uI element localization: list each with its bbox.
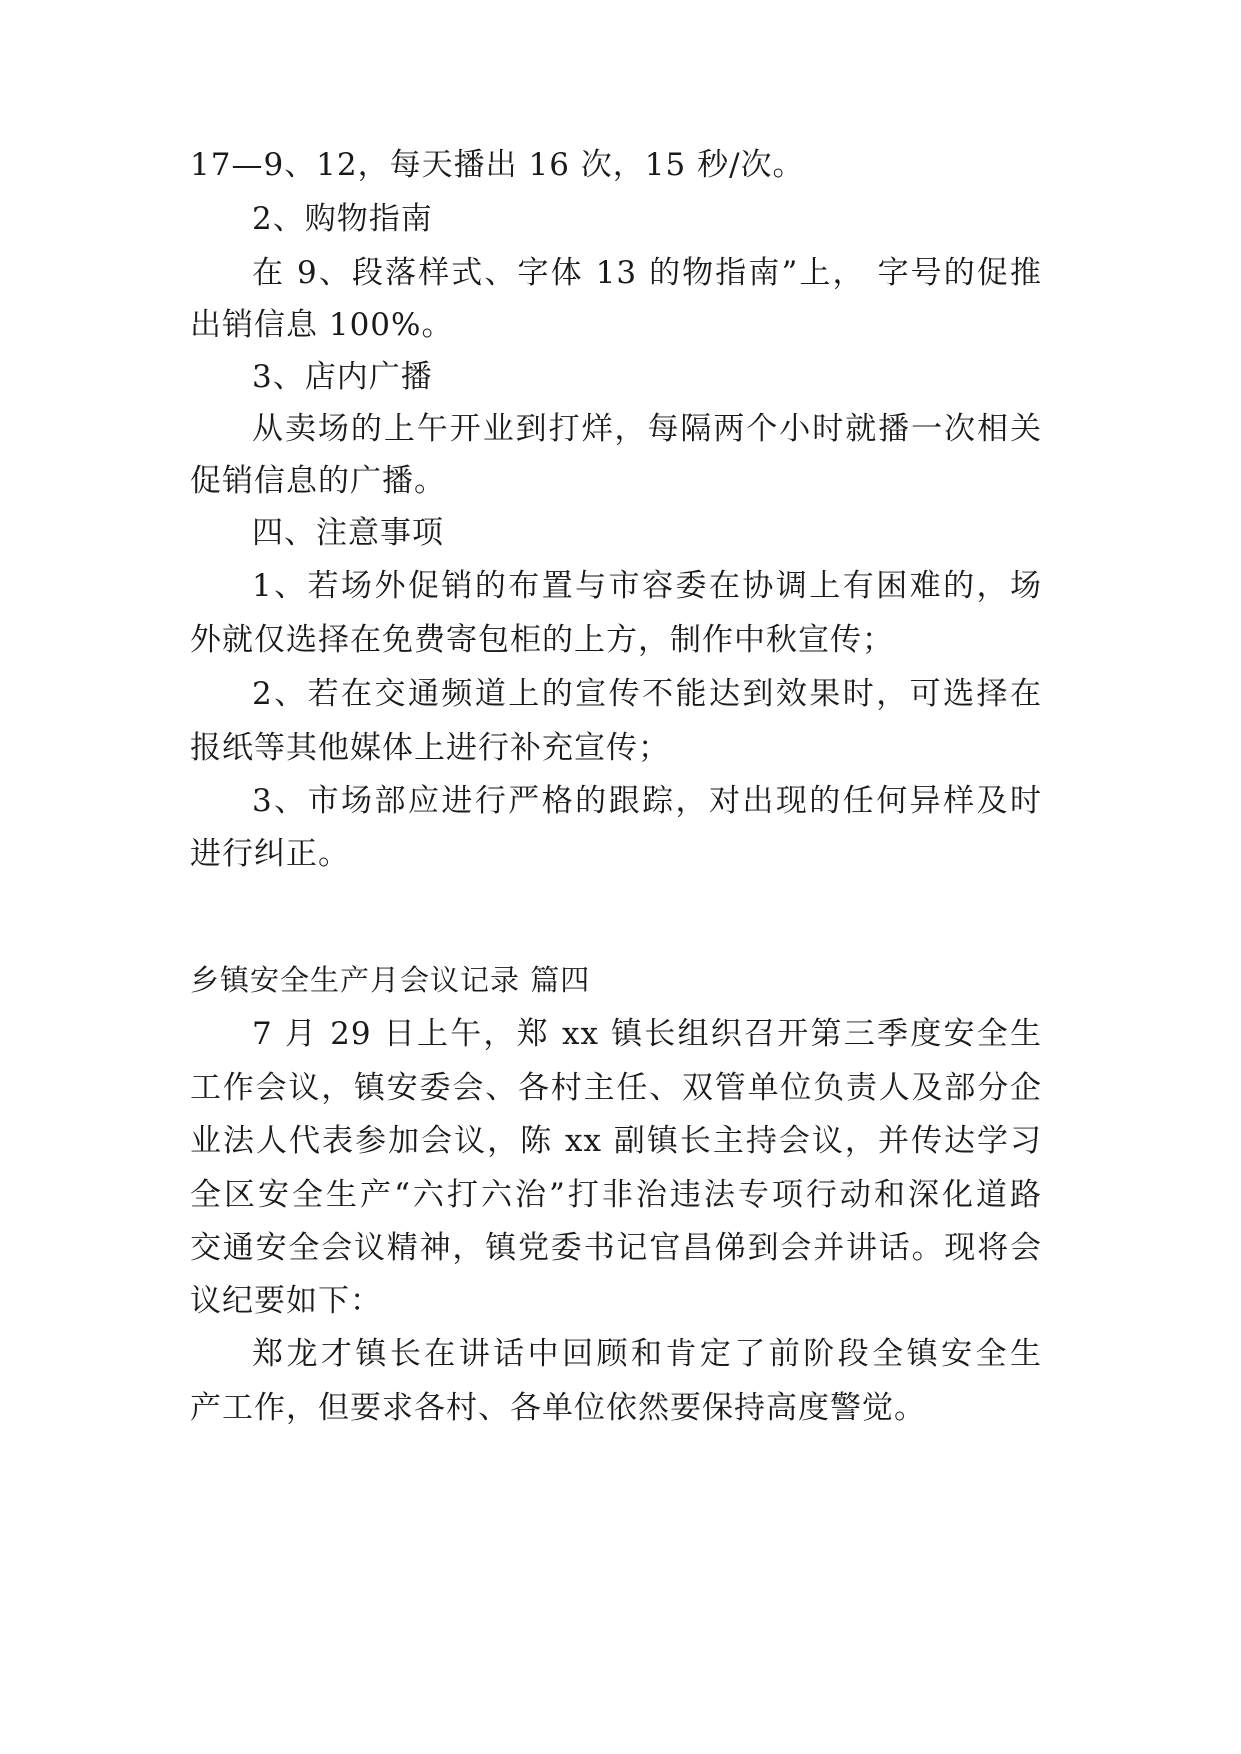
section-heading: 四、注意事项 <box>252 515 444 551</box>
paragraph-line: 17—9、12，每天播出 16 次，15 秒/次。 <box>190 147 805 183</box>
paragraph-line: 进行纠正。 <box>190 836 350 872</box>
paragraph-line: 业法人代表参加会议，陈 xx 副镇长主持会议，并传达学习 <box>190 1123 1042 1159</box>
article-title: 乡镇安全生产月会议记录 篇四 <box>190 963 591 997</box>
paragraph-line: 3、市场部应进行严格的跟踪，对出现的任何异样及时 <box>252 783 1042 819</box>
paragraph-line: 工作会议，镇安委会、各村主任、双管单位负责人及部分企 <box>190 1070 1042 1106</box>
paragraph-line: 从卖场的上午开业到打烊，每隔两个小时就播一次相关 <box>252 411 1042 447</box>
paragraph-line: 全区安全生产“六打六治”打非治违法专项行动和深化道路 <box>190 1177 1042 1213</box>
section-heading: 2、购物指南 <box>252 201 433 237</box>
paragraph-line: 在 9、段落样式、字体 13 的物指南”上， 字号的促推 <box>252 255 1042 291</box>
paragraph-line: 促销信息的广播。 <box>190 463 446 499</box>
paragraph-line: 出销信息 100%。 <box>190 307 454 343</box>
paragraph-line: 外就仅选择在免费寄包柜的上方，制作中秋宣传； <box>190 622 894 658</box>
section-heading: 3、店内广播 <box>252 359 433 395</box>
paragraph-line: 交通安全会议精神，镇党委书记官昌俤到会并讲话。现将会 <box>190 1230 1042 1266</box>
paragraph-line: 报纸等其他媒体上进行补充宣传； <box>190 730 670 766</box>
paragraph-line: 7 月 29 日上午，郑 xx 镇长组织召开第三季度安全生 <box>252 1016 1042 1052</box>
paragraph-line: 2、若在交通频道上的宣传不能达到效果时，可选择在 <box>252 676 1042 712</box>
paragraph-line: 1、若场外促销的布置与市容委在协调上有困难的，场 <box>252 568 1042 604</box>
paragraph-line: 产工作，但要求各村、各单位依然要保持高度警觉。 <box>190 1390 926 1426</box>
paragraph-line: 郑龙才镇长在讲话中回顾和肯定了前阶段全镇安全生 <box>252 1336 1042 1372</box>
paragraph-line: 议纪要如下： <box>190 1283 382 1319</box>
